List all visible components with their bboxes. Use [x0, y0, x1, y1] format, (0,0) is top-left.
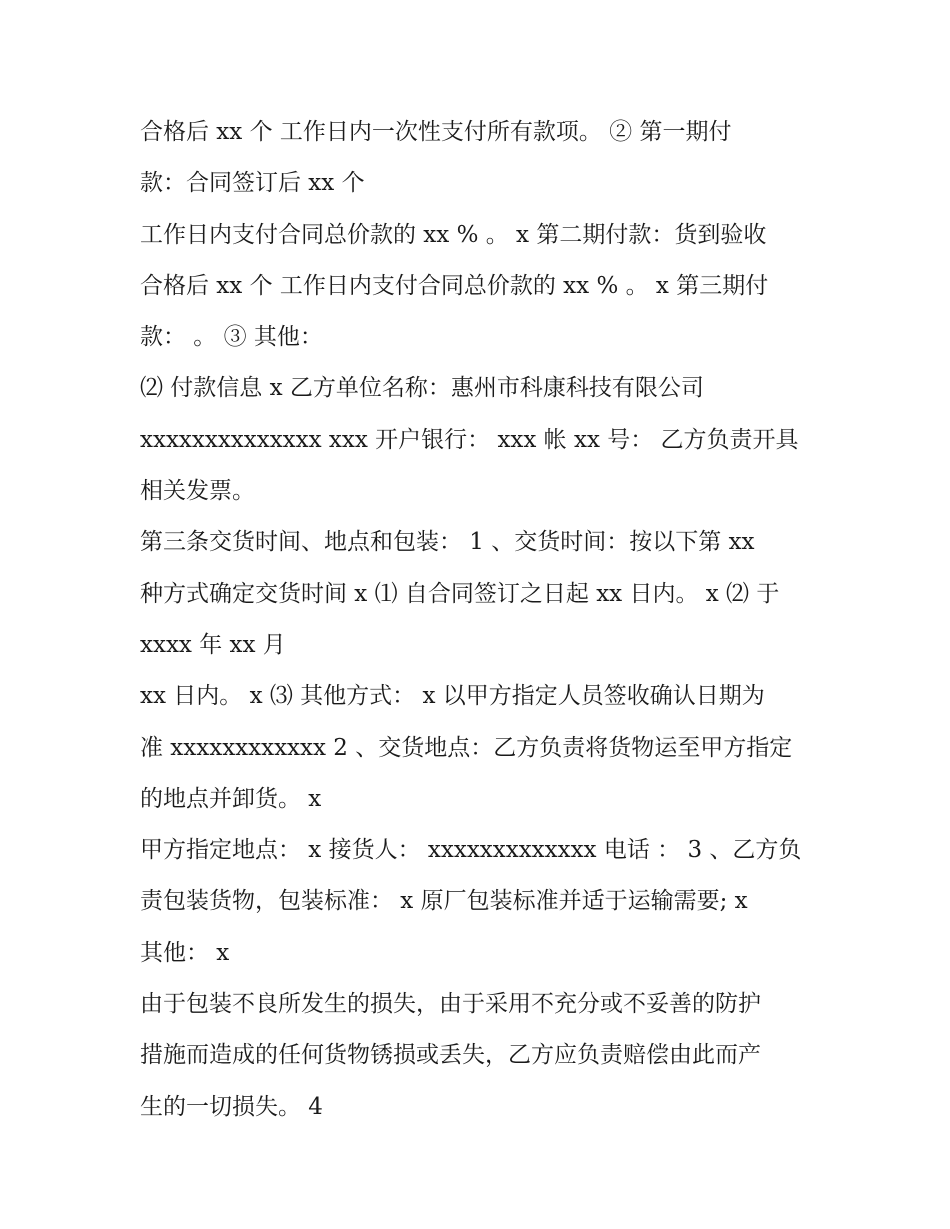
text-line: 甲方指定地点： x 接货人： xxxxxxxxxxxxx 电话 ： 3 、乙方负	[140, 837, 802, 864]
text-line: 其他： x	[140, 939, 230, 966]
text-line: 责包装货物，包装标准： x 原厂包装标准并适于运输需要; x	[140, 888, 748, 915]
text-line: 款： 。 ③ 其他：	[140, 324, 323, 351]
text-line: 由于包装不良所发生的损失，由于采用不充分或不妥善的防护	[140, 991, 761, 1018]
text-line: 第三条交货时间、地点和包装： 1 、交货时间：按以下第 xx	[140, 529, 755, 556]
text-line: 相关发票。	[140, 478, 255, 505]
text-line: xxxxxxxxxxxxxx xxx 开户银行： xxx 帐 xx 号： 乙方负责开具	[140, 426, 799, 453]
text-line: ⑵ 付款信息 x 乙方单位名称：惠州市科康科技有限公司	[140, 375, 704, 402]
text-line: 准 xxxxxxxxxxxx 2 、交货地点：乙方负责将货物运至甲方指定	[140, 734, 793, 761]
text-line: 生的一切损失。 4	[140, 1093, 323, 1120]
text-line: 合格后 xx 个 工作日内一次性支付所有款项。 ② 第一期付	[140, 119, 732, 145]
text-line: 合格后 xx 个 工作日内支付合同总价款的 xx % 。 x 第三期付	[140, 272, 769, 299]
text-line: 工作日内支付合同总价款的 xx % 。 x 第二期付款：货到验收	[140, 221, 767, 248]
text-line: 种方式确定交货时间 x ⑴ 自合同签订之日起 xx 日内。 x ⑵ 于	[140, 580, 780, 607]
text-line: xx 日内。 x ⑶ 其他方式： x 以甲方指定人员签收确认日期为	[140, 683, 765, 710]
text-line: 措施而造成的任何货物锈损或丢失，乙方应负责赔偿由此而产	[140, 1042, 761, 1069]
contract-body-text	[140, 107, 820, 1133]
text-line: 的地点并卸货。 x	[140, 785, 322, 812]
text-line: 款：合同签订后 xx 个	[140, 170, 365, 197]
text-line: xxxx 年 xx 月	[140, 631, 286, 658]
